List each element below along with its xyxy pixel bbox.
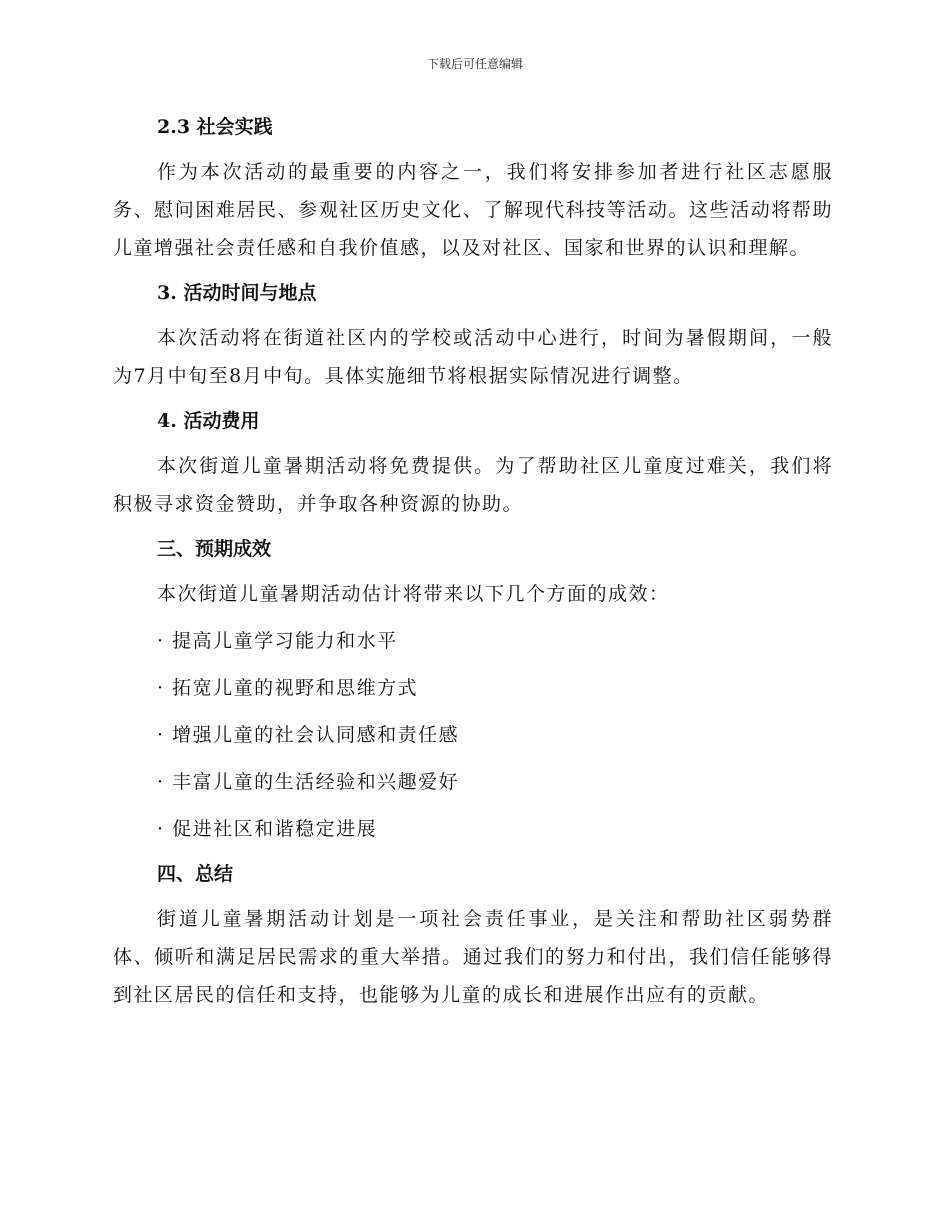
- bullet-item: · 促进社区和谐稳定进展: [157, 818, 378, 840]
- section-heading-cost: 4. 活动费用: [157, 410, 260, 432]
- document-body: [113, 110, 833, 1014]
- section-heading-summary: 四、总结: [157, 863, 234, 885]
- page-header: 下载后可任意编辑: [426, 57, 523, 71]
- paragraph-summary: 街道儿童暑期活动计划是一项社会责任事业，是关注和帮助社区弱势群体、倾听和满足居民需求的重大举措。通过我们的努力和付出，我们信任能够得到社区居民的信任和支持，也能够为儿童的成长和进展作出应有的贡献。: [113, 908, 833, 1006]
- section-heading-expected-results: 三、预期成效: [157, 538, 272, 560]
- paragraph-time-place: 本次活动将在街道社区内的学校或活动中心进行，时间为暑假期间，一般为7月中旬至8月中旬。具体实施细节将根据实际情况进行调整。: [113, 327, 833, 387]
- paragraph-expected-intro: 本次街道儿童暑期活动估计将带来以下几个方面的成效：: [157, 583, 670, 605]
- section-heading-social-practice: 2.3 社会实践: [157, 116, 273, 138]
- bullet-item: · 提高儿童学习能力和水平: [157, 630, 398, 652]
- paragraph-cost: 本次街道儿童暑期活动将免费提供。为了帮助社区儿童度过难关，我们将积极寻求资金赞助，并争取各种资源的协助。: [113, 455, 833, 515]
- paragraph-social-practice: 作为本次活动的最重要的内容之一，我们将安排参加者进行社区志愿服务、慰问困难居民、参观社区历史文化、了解现代科技等活动。这些活动将帮助儿童增强社会责任感和自我价值感，以及对社区、国家和世界的认识和理解。: [113, 161, 833, 259]
- bullet-item: · 丰富儿童的生活经验和兴趣爱好: [157, 771, 460, 793]
- bullet-item: · 增强儿童的社会认同感和责任感: [157, 724, 460, 746]
- section-heading-time-place: 3. 活动时间与地点: [157, 282, 317, 304]
- bullet-item: · 拓宽儿童的视野和思维方式: [157, 677, 419, 699]
